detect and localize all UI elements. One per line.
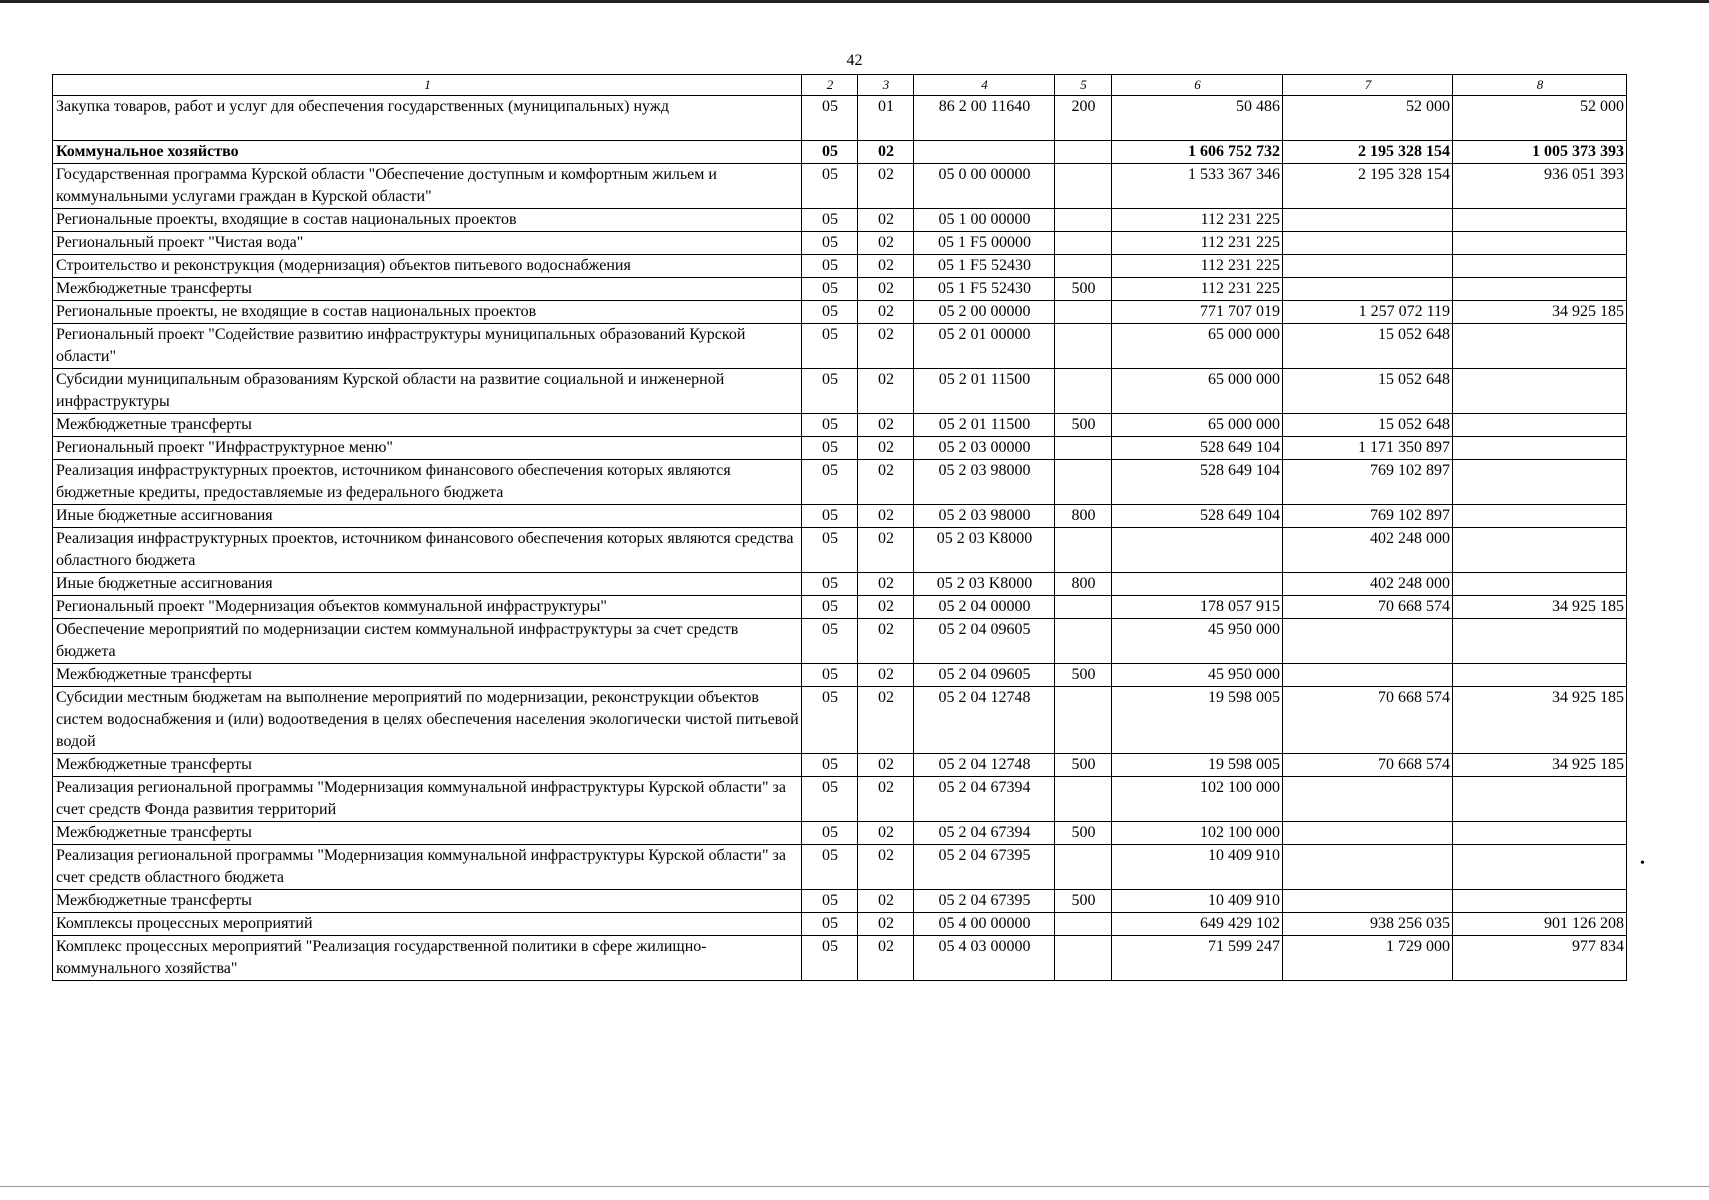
amount-col-7: 1 729 000 xyxy=(1283,936,1453,981)
amount-col-6: 102 100 000 xyxy=(1112,777,1283,822)
section-code: 05 xyxy=(802,619,858,664)
table-row xyxy=(53,460,1627,505)
amount-col-7 xyxy=(1283,664,1453,687)
amount-col-8: 34 925 185 xyxy=(1453,754,1627,777)
amount-col-7 xyxy=(1283,209,1453,232)
amount-col-6: 528 649 104 xyxy=(1112,505,1283,528)
expense-type-code xyxy=(1055,528,1112,573)
amount-col-7: 2 195 328 154 xyxy=(1283,141,1453,164)
page-number: 42 xyxy=(846,52,863,69)
target-article-code: 05 4 03 00000 xyxy=(914,936,1055,981)
table-row xyxy=(53,278,1627,301)
subsection-code: 02 xyxy=(858,324,914,369)
amount-col-6: 19 598 005 xyxy=(1112,754,1283,777)
target-article-code: 05 1 F5 00000 xyxy=(914,232,1055,255)
amount-col-6: 112 231 225 xyxy=(1112,278,1283,301)
table-row xyxy=(53,664,1627,687)
expense-type-code xyxy=(1055,164,1112,209)
amount-col-8: 34 925 185 xyxy=(1453,687,1627,754)
amount-col-7 xyxy=(1283,822,1453,845)
table-row xyxy=(53,141,1627,164)
section-code: 05 xyxy=(802,687,858,754)
amount-col-6: 71 599 247 xyxy=(1112,936,1283,981)
amount-col-6: 112 231 225 xyxy=(1112,232,1283,255)
section-code: 05 xyxy=(802,369,858,414)
table-row xyxy=(53,890,1627,913)
subsection-code: 02 xyxy=(858,913,914,936)
amount-col-8 xyxy=(1453,890,1627,913)
row-name: Иные бюджетные ассигнования xyxy=(53,505,802,528)
row-name: Иные бюджетные ассигнования xyxy=(53,573,802,596)
amount-col-8 xyxy=(1453,460,1627,505)
row-name: Региональные проекты, входящие в состав национальных проектов xyxy=(53,209,802,232)
target-article-code: 05 2 04 09605 xyxy=(914,664,1055,687)
row-name: Межбюджетные трансферты xyxy=(53,278,802,301)
target-article-code: 05 2 04 67395 xyxy=(914,890,1055,913)
subsection-code: 02 xyxy=(858,141,914,164)
amount-col-6: 19 598 005 xyxy=(1112,687,1283,754)
column-header: 7 xyxy=(1283,75,1453,96)
expense-type-code: 500 xyxy=(1055,278,1112,301)
row-name: Комплексы процессных мероприятий xyxy=(53,913,802,936)
target-article-code: 05 2 04 12748 xyxy=(914,687,1055,754)
expense-type-code xyxy=(1055,460,1112,505)
row-name: Строительство и реконструкция (модернизация) объектов питьевого водоснабжения xyxy=(53,255,802,278)
subsection-code: 02 xyxy=(858,528,914,573)
expense-type-code xyxy=(1055,232,1112,255)
amount-col-7 xyxy=(1283,255,1453,278)
section-code: 05 xyxy=(802,528,858,573)
subsection-code: 02 xyxy=(858,845,914,890)
section-code: 05 xyxy=(802,209,858,232)
row-name: Реализация инфраструктурных проектов, источником финансового обеспечения которых являются бюджетные кредиты, предоставляемые из федерального бюджета xyxy=(53,460,802,505)
target-article-code: 05 2 04 67394 xyxy=(914,822,1055,845)
section-code: 05 xyxy=(802,96,858,141)
subsection-code: 02 xyxy=(858,369,914,414)
expense-type-code xyxy=(1055,437,1112,460)
amount-col-8 xyxy=(1453,505,1627,528)
target-article-code: 05 0 00 00000 xyxy=(914,164,1055,209)
section-code: 05 xyxy=(802,324,858,369)
section-code: 05 xyxy=(802,664,858,687)
amount-col-8: 936 051 393 xyxy=(1453,164,1627,209)
amount-col-7: 769 102 897 xyxy=(1283,505,1453,528)
amount-col-7: 938 256 035 xyxy=(1283,913,1453,936)
table-row xyxy=(53,936,1627,981)
table-row xyxy=(53,822,1627,845)
amount-col-8 xyxy=(1453,369,1627,414)
amount-col-7 xyxy=(1283,232,1453,255)
amount-col-8: 901 126 208 xyxy=(1453,913,1627,936)
expense-type-code xyxy=(1055,845,1112,890)
section-code: 05 xyxy=(802,278,858,301)
amount-col-7: 402 248 000 xyxy=(1283,573,1453,596)
amount-col-8 xyxy=(1453,528,1627,573)
target-article-code: 05 2 04 09605 xyxy=(914,619,1055,664)
row-name: Межбюджетные трансферты xyxy=(53,664,802,687)
target-article-code: 05 2 03 98000 xyxy=(914,460,1055,505)
expense-type-code xyxy=(1055,913,1112,936)
row-name: Реализация региональной программы "Модернизация коммунальной инфраструктуры Курской области" за счет средств Фонда развития территорий xyxy=(53,777,802,822)
amount-col-6: 45 950 000 xyxy=(1112,619,1283,664)
expense-type-code: 500 xyxy=(1055,664,1112,687)
table-row xyxy=(53,301,1627,324)
section-code: 05 xyxy=(802,164,858,209)
subsection-code: 02 xyxy=(858,619,914,664)
subsection-code: 02 xyxy=(858,255,914,278)
subsection-code: 02 xyxy=(858,890,914,913)
expense-type-code: 500 xyxy=(1055,754,1112,777)
row-name: Межбюджетные трансферты xyxy=(53,822,802,845)
row-name: Региональный проект "Содействие развитию инфраструктуры муниципальных образований Курской области" xyxy=(53,324,802,369)
target-article-code: 05 2 01 11500 xyxy=(914,369,1055,414)
margin-mark: • xyxy=(1640,856,1645,871)
section-code: 05 xyxy=(802,936,858,981)
subsection-code: 02 xyxy=(858,936,914,981)
amount-col-8 xyxy=(1453,232,1627,255)
section-code: 05 xyxy=(802,460,858,505)
row-name: Субсидии муниципальным образованиям Курской области на развитие социальной и инженерной инфраструктуры xyxy=(53,369,802,414)
target-article-code: 05 1 F5 52430 xyxy=(914,278,1055,301)
amount-col-6: 1 606 752 732 xyxy=(1112,141,1283,164)
row-name: Субсидии местным бюджетам на выполнение мероприятий по модернизации, реконструкции объектов систем водоснабжения и (или) водоотведения в целях обеспечения населения экологически чистой питьевой водой xyxy=(53,687,802,754)
table-row xyxy=(53,596,1627,619)
expense-type-code: 800 xyxy=(1055,573,1112,596)
amount-col-8 xyxy=(1453,619,1627,664)
column-header: 2 xyxy=(802,75,858,96)
table-row xyxy=(53,96,1627,141)
amount-col-8 xyxy=(1453,573,1627,596)
amount-col-7: 70 668 574 xyxy=(1283,596,1453,619)
target-article-code: 05 1 F5 52430 xyxy=(914,255,1055,278)
amount-col-6: 65 000 000 xyxy=(1112,414,1283,437)
amount-col-8 xyxy=(1453,414,1627,437)
subsection-code: 02 xyxy=(858,596,914,619)
expense-type-code xyxy=(1055,301,1112,324)
amount-col-8 xyxy=(1453,324,1627,369)
expense-type-code: 800 xyxy=(1055,505,1112,528)
target-article-code: 86 2 00 11640 xyxy=(914,96,1055,141)
table-row xyxy=(53,437,1627,460)
table-row xyxy=(53,619,1627,664)
section-code: 05 xyxy=(802,822,858,845)
row-name: Межбюджетные трансферты xyxy=(53,890,802,913)
subsection-code: 02 xyxy=(858,209,914,232)
column-header: 8 xyxy=(1453,75,1627,96)
amount-col-8: 34 925 185 xyxy=(1453,596,1627,619)
amount-col-7 xyxy=(1283,890,1453,913)
amount-col-8: 1 005 373 393 xyxy=(1453,141,1627,164)
amount-col-6: 45 950 000 xyxy=(1112,664,1283,687)
table-row xyxy=(53,505,1627,528)
scan-bottom-border xyxy=(0,1186,1709,1187)
table-row xyxy=(53,369,1627,414)
table-row xyxy=(53,528,1627,573)
amount-col-6: 50 486 xyxy=(1112,96,1283,141)
table-body xyxy=(53,96,1627,981)
amount-col-6: 65 000 000 xyxy=(1112,369,1283,414)
row-name: Региональный проект "Инфраструктурное меню" xyxy=(53,437,802,460)
amount-col-6 xyxy=(1112,573,1283,596)
section-code: 05 xyxy=(802,777,858,822)
row-name: Реализация инфраструктурных проектов, источником финансового обеспечения которых являются средства областного бюджета xyxy=(53,528,802,573)
expense-type-code xyxy=(1055,324,1112,369)
expense-type-code: 200 xyxy=(1055,96,1112,141)
subsection-code: 02 xyxy=(858,754,914,777)
target-article-code: 05 2 04 12748 xyxy=(914,754,1055,777)
target-article-code: 05 2 04 67395 xyxy=(914,845,1055,890)
expense-type-code: 500 xyxy=(1055,890,1112,913)
amount-col-6: 528 649 104 xyxy=(1112,460,1283,505)
subsection-code: 02 xyxy=(858,505,914,528)
amount-col-6 xyxy=(1112,528,1283,573)
target-article-code: 05 2 03 98000 xyxy=(914,505,1055,528)
amount-col-8 xyxy=(1453,209,1627,232)
row-name: Коммунальное хозяйство xyxy=(53,141,802,164)
amount-col-6: 102 100 000 xyxy=(1112,822,1283,845)
amount-col-8 xyxy=(1453,777,1627,822)
amount-col-7 xyxy=(1283,619,1453,664)
subsection-code: 02 xyxy=(858,301,914,324)
expense-type-code xyxy=(1055,936,1112,981)
expense-type-code xyxy=(1055,687,1112,754)
amount-col-7: 15 052 648 xyxy=(1283,369,1453,414)
section-code: 05 xyxy=(802,845,858,890)
subsection-code: 02 xyxy=(858,777,914,822)
section-code: 05 xyxy=(802,913,858,936)
target-article-code: 05 2 03 K8000 xyxy=(914,573,1055,596)
amount-col-7: 402 248 000 xyxy=(1283,528,1453,573)
amount-col-7 xyxy=(1283,777,1453,822)
section-code: 05 xyxy=(802,573,858,596)
amount-col-8 xyxy=(1453,255,1627,278)
expense-type-code xyxy=(1055,209,1112,232)
column-header: 5 xyxy=(1055,75,1112,96)
table-header-row xyxy=(53,75,1627,96)
column-header: 1 xyxy=(53,75,802,96)
amount-col-7: 15 052 648 xyxy=(1283,414,1453,437)
table-row xyxy=(53,324,1627,369)
subsection-code: 02 xyxy=(858,232,914,255)
row-name: Реализация региональной программы "Модернизация коммунальной инфраструктуры Курской области" за счет средств областного бюджета xyxy=(53,845,802,890)
amount-col-8 xyxy=(1453,845,1627,890)
table-row xyxy=(53,777,1627,822)
target-article-code: 05 2 04 67394 xyxy=(914,777,1055,822)
row-name: Обеспечение мероприятий по модернизации систем коммунальной инфраструктуры за счет средств бюджета xyxy=(53,619,802,664)
subsection-code: 02 xyxy=(858,460,914,505)
section-code: 05 xyxy=(802,437,858,460)
amount-col-7: 70 668 574 xyxy=(1283,754,1453,777)
section-code: 05 xyxy=(802,505,858,528)
amount-col-7: 1 171 350 897 xyxy=(1283,437,1453,460)
amount-col-8: 52 000 xyxy=(1453,96,1627,141)
row-name: Комплекс процессных мероприятий "Реализация государственной политики в сфере жилищно-коммунального хозяйства" xyxy=(53,936,802,981)
amount-col-8: 977 834 xyxy=(1453,936,1627,981)
amount-col-8: 34 925 185 xyxy=(1453,301,1627,324)
table-row xyxy=(53,232,1627,255)
column-header: 6 xyxy=(1112,75,1283,96)
column-header: 3 xyxy=(858,75,914,96)
target-article-code: 05 2 04 00000 xyxy=(914,596,1055,619)
row-name: Региональный проект "Модернизация объектов коммунальной инфраструктуры" xyxy=(53,596,802,619)
target-article-code: 05 2 03 00000 xyxy=(914,437,1055,460)
amount-col-7: 15 052 648 xyxy=(1283,324,1453,369)
amount-col-8 xyxy=(1453,822,1627,845)
section-code: 05 xyxy=(802,754,858,777)
amount-col-8 xyxy=(1453,437,1627,460)
table-row xyxy=(53,255,1627,278)
amount-col-8 xyxy=(1453,664,1627,687)
amount-col-7: 1 257 072 119 xyxy=(1283,301,1453,324)
subsection-code: 02 xyxy=(858,414,914,437)
expense-type-code xyxy=(1055,369,1112,414)
table-row xyxy=(53,687,1627,754)
row-name: Региональный проект "Чистая вода" xyxy=(53,232,802,255)
target-article-code: 05 2 03 K8000 xyxy=(914,528,1055,573)
amount-col-7: 70 668 574 xyxy=(1283,687,1453,754)
table-row xyxy=(53,164,1627,209)
amount-col-6: 10 409 910 xyxy=(1112,890,1283,913)
scan-top-border xyxy=(0,0,1709,3)
row-name: Межбюджетные трансферты xyxy=(53,754,802,777)
target-article-code: 05 2 01 00000 xyxy=(914,324,1055,369)
expense-type-code xyxy=(1055,255,1112,278)
row-name: Закупка товаров, работ и услуг для обеспечения государственных (муниципальных) нужд xyxy=(53,96,802,141)
amount-col-6: 649 429 102 xyxy=(1112,913,1283,936)
amount-col-8 xyxy=(1453,278,1627,301)
table-row xyxy=(53,573,1627,596)
amount-col-7: 2 195 328 154 xyxy=(1283,164,1453,209)
subsection-code: 02 xyxy=(858,664,914,687)
amount-col-7 xyxy=(1283,278,1453,301)
column-header: 4 xyxy=(914,75,1055,96)
expense-type-code xyxy=(1055,619,1112,664)
subsection-code: 02 xyxy=(858,573,914,596)
subsection-code: 02 xyxy=(858,822,914,845)
table-row xyxy=(53,913,1627,936)
row-name: Межбюджетные трансферты xyxy=(53,414,802,437)
subsection-code: 02 xyxy=(858,437,914,460)
expense-type-code: 500 xyxy=(1055,414,1112,437)
amount-col-6: 65 000 000 xyxy=(1112,324,1283,369)
amount-col-7 xyxy=(1283,845,1453,890)
subsection-code: 01 xyxy=(858,96,914,141)
row-name: Региональные проекты, не входящие в состав национальных проектов xyxy=(53,301,802,324)
target-article-code: 05 2 01 11500 xyxy=(914,414,1055,437)
table-row xyxy=(53,845,1627,890)
target-article-code xyxy=(914,141,1055,164)
subsection-code: 02 xyxy=(858,278,914,301)
section-code: 05 xyxy=(802,301,858,324)
section-code: 05 xyxy=(802,890,858,913)
section-code: 05 xyxy=(802,232,858,255)
subsection-code: 02 xyxy=(858,687,914,754)
section-code: 05 xyxy=(802,141,858,164)
table-row xyxy=(53,209,1627,232)
budget-table xyxy=(52,74,1627,981)
amount-col-6: 112 231 225 xyxy=(1112,255,1283,278)
amount-col-6: 112 231 225 xyxy=(1112,209,1283,232)
row-name: Государственная программа Курской области "Обеспечение доступным и комфортным жильем и коммунальными услугами граждан в Курской области" xyxy=(53,164,802,209)
section-code: 05 xyxy=(802,596,858,619)
expense-type-code xyxy=(1055,777,1112,822)
target-article-code: 05 2 00 00000 xyxy=(914,301,1055,324)
table-row xyxy=(53,414,1627,437)
amount-col-6: 528 649 104 xyxy=(1112,437,1283,460)
amount-col-7: 52 000 xyxy=(1283,96,1453,141)
expense-type-code: 500 xyxy=(1055,822,1112,845)
amount-col-6: 771 707 019 xyxy=(1112,301,1283,324)
amount-col-7: 769 102 897 xyxy=(1283,460,1453,505)
amount-col-6: 10 409 910 xyxy=(1112,845,1283,890)
target-article-code: 05 1 00 00000 xyxy=(914,209,1055,232)
section-code: 05 xyxy=(802,414,858,437)
target-article-code: 05 4 00 00000 xyxy=(914,913,1055,936)
expense-type-code xyxy=(1055,141,1112,164)
subsection-code: 02 xyxy=(858,164,914,209)
amount-col-6: 1 533 367 346 xyxy=(1112,164,1283,209)
expense-type-code xyxy=(1055,596,1112,619)
section-code: 05 xyxy=(802,255,858,278)
amount-col-6: 178 057 915 xyxy=(1112,596,1283,619)
table-row xyxy=(53,754,1627,777)
